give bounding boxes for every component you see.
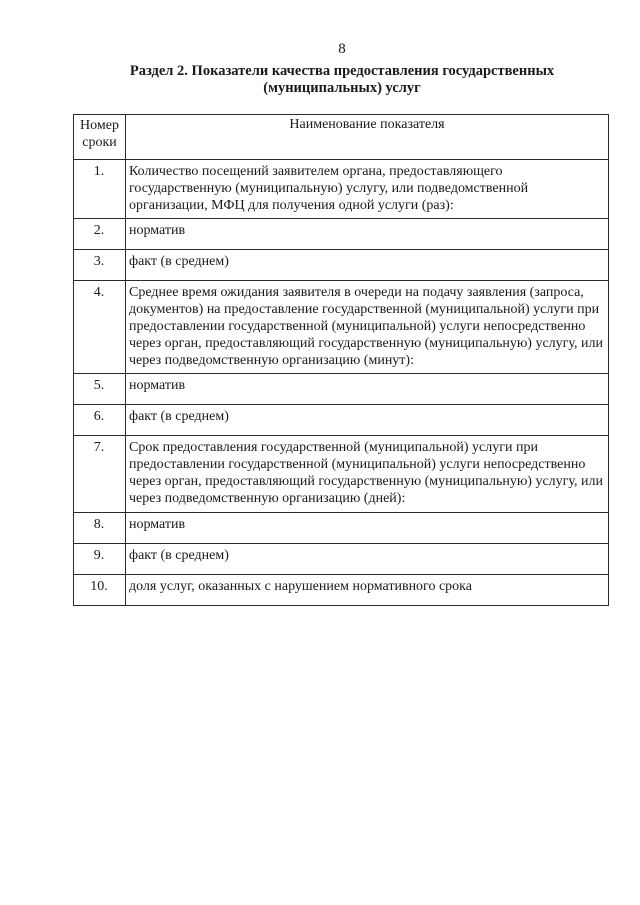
table-header-row xyxy=(74,115,609,160)
header-number-line-1: Номер xyxy=(80,118,119,133)
row-number: 7. xyxy=(74,436,126,512)
table-row xyxy=(74,219,609,250)
row-number: 10. xyxy=(74,574,126,605)
row-indicator-name: факт (в среднем) xyxy=(126,250,609,281)
table-row xyxy=(74,160,609,219)
row-indicator-name: Срок предоставления государственной (муниципальной) услуги при предоставлении государственной (муниципальной) услуги непосредственно через орган, предоставляющий государственную (муниципальную) услугу, или через подведомственную организацию (дней): xyxy=(126,436,609,512)
row-number: 1. xyxy=(74,160,126,219)
row-number: 3. xyxy=(74,250,126,281)
table-row xyxy=(74,436,609,512)
row-indicator-name: Количество посещений заявителем органа, предоставляющего государственную (муниципальную) услугу, или подведомственной организации, МФЦ для получения одной услуги (раз): xyxy=(126,160,609,219)
table-row xyxy=(74,250,609,281)
table-row xyxy=(74,574,609,605)
table-row xyxy=(74,374,609,405)
header-name-column: Наименование показателя xyxy=(126,115,609,160)
row-indicator-name: норматив xyxy=(126,219,609,250)
row-number: 8. xyxy=(74,512,126,543)
row-indicator-name: факт (в среднем) xyxy=(126,405,609,436)
table-row xyxy=(74,543,609,574)
table-row xyxy=(74,512,609,543)
row-number: 2. xyxy=(74,219,126,250)
row-number: 9. xyxy=(74,543,126,574)
row-number: 4. xyxy=(74,281,126,374)
row-indicator-name: факт (в среднем) xyxy=(126,543,609,574)
table-row xyxy=(74,281,609,374)
row-indicator-name: норматив xyxy=(126,512,609,543)
row-indicator-name: доля услуг, оказанных с нарушением нормативного срока xyxy=(126,574,609,605)
section-title-line-2: (муниципальных) услуг xyxy=(263,80,421,96)
table-row xyxy=(74,405,609,436)
row-indicator-name: Среднее время ожидания заявителя в очереди на подачу заявления (запроса, документов) на предоставление государственной (муниципальной) услуги при предоставлении государственной (муниципальной) услуги непосредственно через орган, предоставляющий государственную (муниципальную) услугу, или через подведомственную организацию (минут): xyxy=(126,281,609,374)
section-title-line-1: Раздел 2. Показатели качества предоставления государственных xyxy=(129,63,555,79)
header-number-line-2: сроки xyxy=(82,135,117,150)
row-indicator-name: норматив xyxy=(126,374,609,405)
row-number: 5. xyxy=(74,374,126,405)
indicators-table xyxy=(73,114,609,606)
page-number: 8 xyxy=(338,41,346,57)
row-number: 6. xyxy=(74,405,126,436)
header-number-column xyxy=(74,115,126,160)
section-title xyxy=(80,63,604,97)
